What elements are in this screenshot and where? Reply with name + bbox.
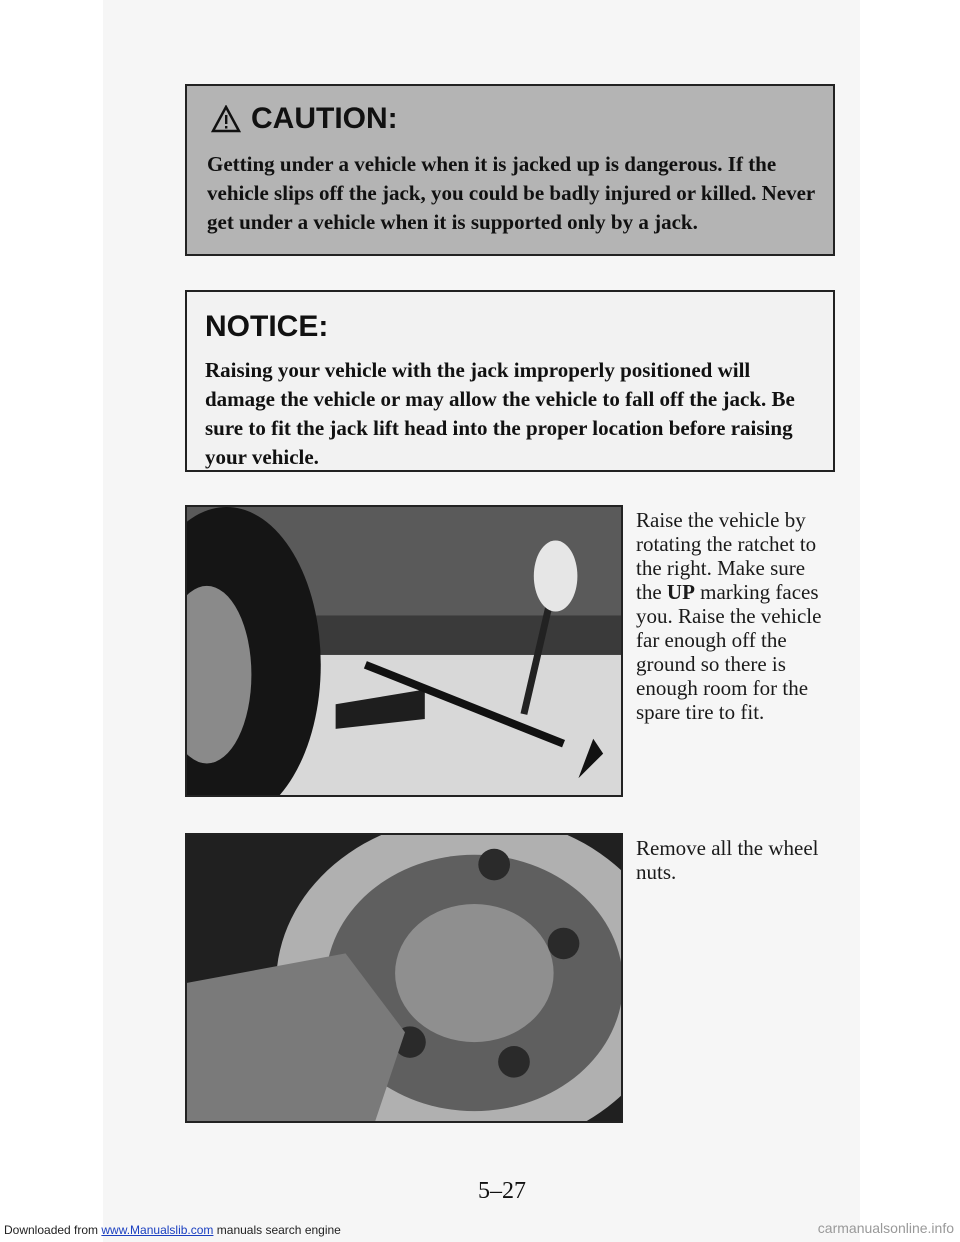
caution-title: CAUTION: <box>251 102 398 135</box>
up-marking-label: UP <box>666 580 695 604</box>
jack-photo <box>185 505 623 797</box>
jack-illustration <box>187 507 621 795</box>
caution-box <box>185 84 835 256</box>
manualslib-link[interactable]: www.Manualslib.com <box>101 1223 214 1237</box>
step-raise-vehicle-text <box>636 508 836 724</box>
footer-suffix: manuals search engine <box>213 1223 341 1237</box>
notice-text: Raising your vehicle with the jack improperly positioned will damage the vehicle or may allow the vehicle to fall off the jack. Be sure to fit the jack lift head into the proper location before raising your vehicle. <box>205 358 795 469</box>
notice-box <box>185 290 835 472</box>
warning-triangle-icon <box>211 105 241 133</box>
page-number: 5–27 <box>478 1178 526 1204</box>
watermark-text: carmanualsonline.info <box>817 1220 954 1236</box>
caution-text: Getting under a vehicle when it is jacked up is dangerous. If the vehicle slips off the jack, you could be badly injured or killed. Never get under a vehicle when it is supported only by a jack. <box>207 152 815 234</box>
wheel-nuts-photo <box>185 833 623 1123</box>
step1-text-after: marking faces you. Raise the vehicle far enough off the ground so there is enough room for the spare tire to fit. <box>636 580 822 724</box>
caution-heading <box>211 102 398 136</box>
footer-prefix: Downloaded from <box>4 1223 102 1237</box>
step1-text-before: Raise the vehicle by rotating the ratchet to the right. Make sure the <box>636 508 817 604</box>
notice-title: NOTICE: <box>205 310 329 343</box>
wheel-hub-illustration <box>187 835 621 1121</box>
step-remove-nuts-text: Remove all the wheel nuts. <box>636 836 819 884</box>
download-footer <box>4 1223 341 1237</box>
